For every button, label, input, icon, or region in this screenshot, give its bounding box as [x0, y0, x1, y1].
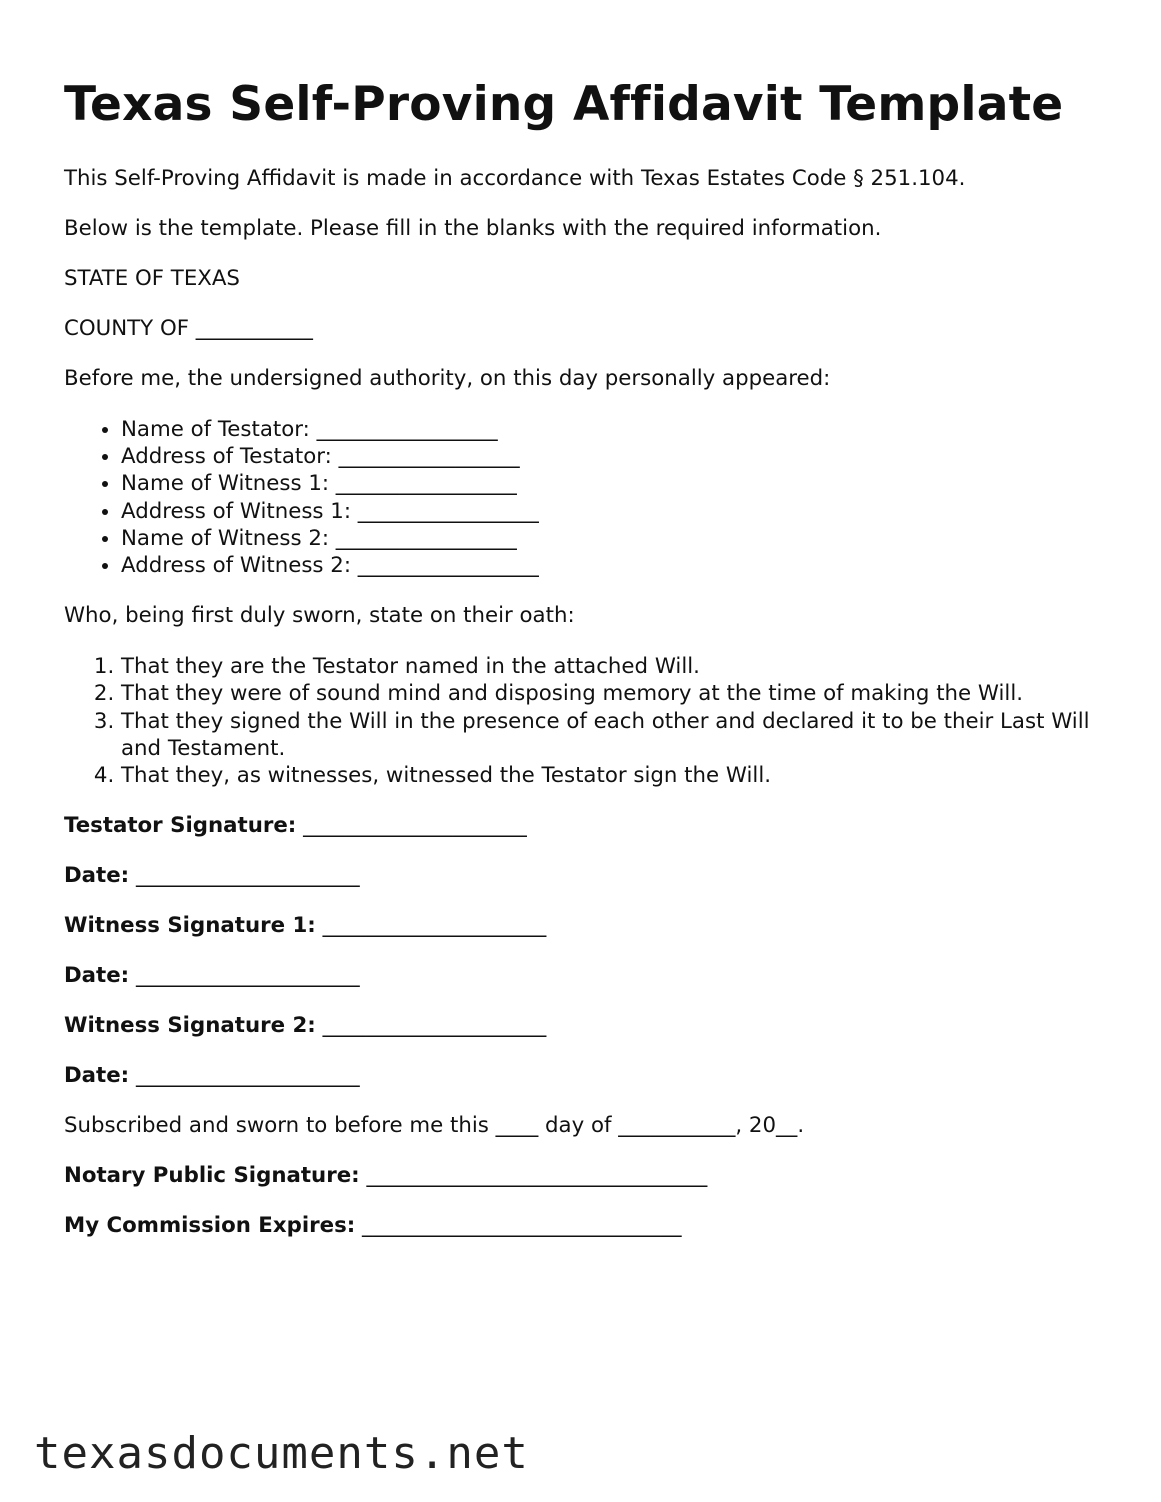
testator-signature-blank: _____________________ — [303, 813, 527, 839]
oath-intro: Who, being first duly sworn, state on their oath: — [64, 603, 575, 629]
commission-expires-blank: ______________________________ — [362, 1213, 682, 1239]
witness1-signature-line — [64, 913, 1124, 938]
site-watermark: texasdocuments.net — [34, 1428, 529, 1479]
document-title: Texas Self-Proving Affidavit Template — [64, 77, 1064, 132]
witness2-signature-line — [64, 1013, 1124, 1038]
parties-list — [64, 416, 1124, 579]
list-item-testator-name: • Name of Testator: _________________ — [121, 416, 1124, 443]
witness2-date-line — [64, 1063, 1124, 1088]
oath-list — [64, 653, 1124, 789]
witness2-signature-label: Witness Signature 2: — [64, 1013, 316, 1039]
witness2-signature-blank: _____________________ — [322, 1013, 547, 1039]
list-item-testator-address: • Address of Testator: _________________ — [121, 443, 1124, 470]
intro-paragraph: This Self-Proving Affidavit is made in accordance with Texas Estates Code § 251.104. — [64, 166, 966, 192]
notary-signature-blank: ________________________________ — [366, 1163, 708, 1189]
list-item-witness1-name: • Name of Witness 1: _________________ — [121, 470, 1124, 497]
subscribed-paragraph: Subscribed and sworn to before me this ____ day of ___________, 20__. — [64, 1113, 805, 1139]
witness1-signature-blank: _____________________ — [322, 913, 547, 939]
witness1-signature-label: Witness Signature 1: — [64, 913, 316, 939]
commission-expires-line — [64, 1213, 1124, 1238]
date-label: Date: — [64, 863, 130, 889]
testator-date-line — [64, 863, 1124, 888]
notary-signature-label: Notary Public Signature: — [64, 1163, 360, 1189]
instructions-paragraph: Below is the template. Please fill in the blanks with the required information. — [64, 216, 882, 242]
date-label: Date: — [64, 1063, 130, 1089]
witness1-date-line — [64, 963, 1124, 988]
document-page — [64, 78, 1124, 1263]
oath-item: 3. That they signed the Will in the presence of each other and declared it to be their Last Will and Testament. — [121, 708, 1124, 762]
date-blank: _____________________ — [135, 1063, 360, 1089]
list-item-witness2-address: • Address of Witness 2: _________________ — [121, 552, 1124, 579]
notary-signature-line — [64, 1163, 1124, 1188]
commission-expires-label: My Commission Expires: — [64, 1213, 356, 1239]
list-item-witness2-name: • Name of Witness 2: _________________ — [121, 525, 1124, 552]
oath-item: 1. That they are the Testator named in the attached Will. — [121, 653, 1124, 680]
date-blank: _____________________ — [135, 863, 360, 889]
state-line: STATE OF TEXAS — [64, 266, 240, 292]
date-blank: _____________________ — [135, 963, 360, 989]
oath-item: 4. That they, as witnesses, witnessed the Testator sign the Will. — [121, 762, 1124, 789]
testator-signature-label: Testator Signature: — [64, 813, 297, 839]
county-line: COUNTY OF ___________ — [64, 316, 313, 342]
testator-signature-line — [64, 813, 1124, 838]
date-label: Date: — [64, 963, 130, 989]
oath-item: 2. That they were of sound mind and disposing memory at the time of making the Will. — [121, 680, 1124, 707]
list-item-witness1-address: • Address of Witness 1: _________________ — [121, 498, 1124, 525]
appearance-paragraph: Before me, the undersigned authority, on this day personally appeared: — [64, 366, 831, 392]
